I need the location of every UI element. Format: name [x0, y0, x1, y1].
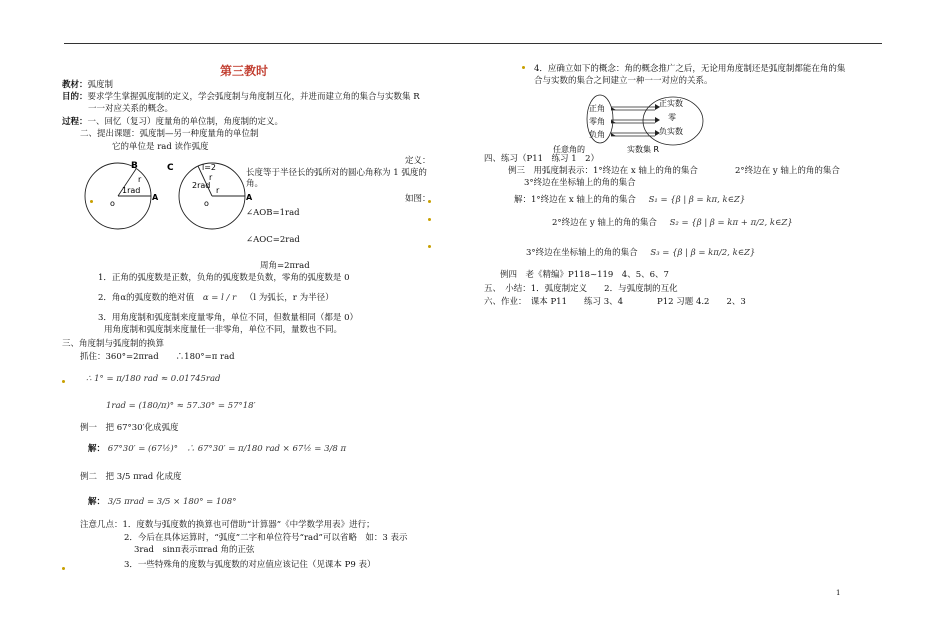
solution-1-formula: S₁ = {β | β = kπ, k∈Z} — [648, 195, 746, 205]
point-3b: 用角度制和弧度制来度量任一非零角，单位不同，量数也不同。 — [104, 325, 343, 335]
section-practice: 四、练习（P11 练习 1 2） — [484, 154, 600, 164]
example-three-t2: 2°终边在 y 轴上的角的集合 — [735, 166, 840, 176]
solution-2 — [552, 218, 793, 229]
definition-text: 长度等于半径长的弧所对的圆心角称为 1 弧度的角。 — [246, 168, 427, 189]
zhoujiao-label: 周角=2πrad — [260, 261, 310, 271]
solution-formula: 67°30′ = (67½)° ∴ 67°30′ = π/180 rad × 67½ = 3/8 π — [107, 444, 347, 454]
point-2-note: （l 为弧长，r 为半径） — [244, 293, 334, 303]
mapping-diagram — [553, 94, 715, 154]
point-1: 1．正角的弧度数是正数，负角的弧度数是负数，零角的弧度数是 0 — [98, 273, 350, 283]
decor-dot — [428, 218, 431, 221]
decor-dot — [62, 567, 65, 570]
solution-formula: 3/5 πrad = 3/5 × 180° = 108° — [107, 497, 237, 507]
example-three-t3: 3°终边在坐标轴上的角的集合 — [524, 178, 636, 188]
example-four: 例四 老《精编》P118~119 4、5、6、7 — [500, 270, 669, 280]
guocheng-line — [62, 117, 283, 128]
aoc-label: ∠AOC=2rad — [246, 235, 300, 245]
label-1rad: 1rad — [122, 186, 141, 195]
solution-3 — [526, 248, 755, 259]
section-six: 六、作业： 课本 P11 练习 3、4 P12 习题 4.2 2、3 — [484, 297, 746, 307]
solution-2-formula: S₂ = {β | β = kπ + π/2, k∈Z} — [669, 218, 793, 228]
left-item-1: 零角 — [589, 117, 605, 126]
solution-3-formula: S₃ = {β | β = kπ/2, k∈Z} — [650, 248, 756, 258]
guocheng-text: 一、回忆（复习）度量角的单位制，角度制的定义。 — [87, 117, 284, 127]
jiaocai-text: 弧度制 — [87, 80, 114, 90]
jiaocai-line — [62, 80, 113, 91]
point-2-formula: α = l / r — [202, 293, 237, 303]
example-one-solution — [88, 444, 346, 455]
left-set-label: 任意角的 — [553, 145, 585, 154]
solution-3-text: 3°终边在坐标轴上的角的集合 — [526, 248, 638, 258]
definition-label: 定义： — [405, 156, 431, 166]
right-item-1: 零 — [668, 113, 676, 122]
section-four: 4．应确立如下的概念：角的概念推广之后，无论用角度制还是弧度制都能在角的集合与实数的集合之间建立一种一一对应的关系。 — [534, 64, 846, 86]
solution-2-text: 2°终边在 y 轴上的角的集合 — [552, 218, 657, 228]
label-l: l=2 — [202, 163, 217, 172]
unit-line: 它的单位是 rad 读作弧度 — [112, 142, 209, 152]
decor-dot — [62, 380, 65, 383]
label-o: o — [204, 199, 209, 208]
example-three-title: 例三 用弧度制表示：1°终边在 x 轴上的角的集合 — [508, 166, 698, 176]
mudi-label: 目的： — [62, 92, 88, 102]
note-line-3: 3．一些特殊角的度数与弧度数的对应值应该记住（见课本 P9 表） — [124, 560, 376, 570]
page-title: 第三教时 — [220, 64, 269, 78]
label-o: o — [110, 199, 115, 208]
left-item-2: 负角 — [589, 130, 605, 139]
solution-label: 解： — [88, 497, 106, 507]
label-r: r — [216, 186, 220, 195]
header-rule — [64, 43, 882, 44]
section-five: 五、 小结：1．弧度制定义 2．与弧度制的互化 — [484, 284, 678, 294]
label-C: C — [167, 163, 174, 173]
label-B: B — [131, 161, 138, 171]
example-two-solution — [88, 497, 236, 508]
point-3a: 3．用角度制和弧度制来度量零角，单位不同，但数量相同（都是 0） — [98, 313, 359, 323]
example-two: 例二 把 3/5 πrad 化成度 — [80, 472, 182, 482]
mudi-line2: 一一对应关系的概念。 — [88, 104, 174, 114]
solution-1-text: 解：1°终边在 x 轴上的角的集合 — [514, 195, 636, 205]
decor-dot — [522, 66, 525, 69]
example-one: 例一 把 67°30′化成弧度 — [80, 423, 179, 433]
note-line-2b: 3rad sinπ表示πrad 角的正弦 — [134, 545, 255, 555]
right-item-0: 正实数 — [659, 99, 683, 108]
solution-1 — [514, 195, 745, 206]
left-item-0: 正角 — [589, 104, 605, 113]
guocheng-label: 过程： — [62, 117, 88, 127]
mudi-text: 要求学生掌握弧度制的定义，学会弧度制与角度制互化，并进而建立角的集合与实数集 R — [87, 92, 420, 102]
label-A: A — [246, 193, 253, 202]
aob-label: ∠AOB=1rad — [246, 208, 300, 218]
rugu-label: 如图： — [405, 194, 431, 204]
decor-dot — [428, 245, 431, 248]
page-number: 1 — [836, 589, 841, 597]
note-line-1: 注意几点：1．度数与弧度数的换算也可借助“计算器”《中学数学用表》进行； — [80, 520, 375, 530]
conversion-1deg: ∴ 1° = π/180 rad ≈ 0.01745rad — [86, 374, 221, 384]
section-three: 三、角度制与弧度制的换算 — [62, 339, 165, 349]
section-two: 二、提出课题：弧度制—另一种度量角的单位制 — [80, 129, 259, 139]
right-item-2: 负实数 — [659, 127, 683, 136]
label-r: r — [138, 175, 142, 184]
mudi-line — [62, 92, 420, 103]
label-2rad: 2rad — [192, 181, 211, 190]
zhuazhu-line: 抓住：360°=2πrad ∴180°=π rad — [80, 352, 235, 362]
note-line-2: 2．今后在具体运算时，“弧度”二字和单位符号“rad”可以省略 如：3 表示 — [124, 533, 408, 543]
circle-diagram-1rad — [82, 160, 159, 232]
jiaocai-label: 教材： — [62, 80, 88, 90]
point-2 — [98, 293, 334, 304]
label-A: A — [152, 193, 159, 202]
right-set-label: 实数集 R — [627, 145, 660, 154]
label-r-top: r — [209, 173, 213, 182]
conversion-1rad: 1rad = (180/π)° ≈ 57.30° = 57°18′ — [106, 401, 256, 411]
circle-diagram-2rad — [167, 160, 253, 232]
solution-label: 解： — [88, 444, 106, 454]
point-2-text: 2．角α的弧度数的绝对值 — [98, 293, 195, 303]
